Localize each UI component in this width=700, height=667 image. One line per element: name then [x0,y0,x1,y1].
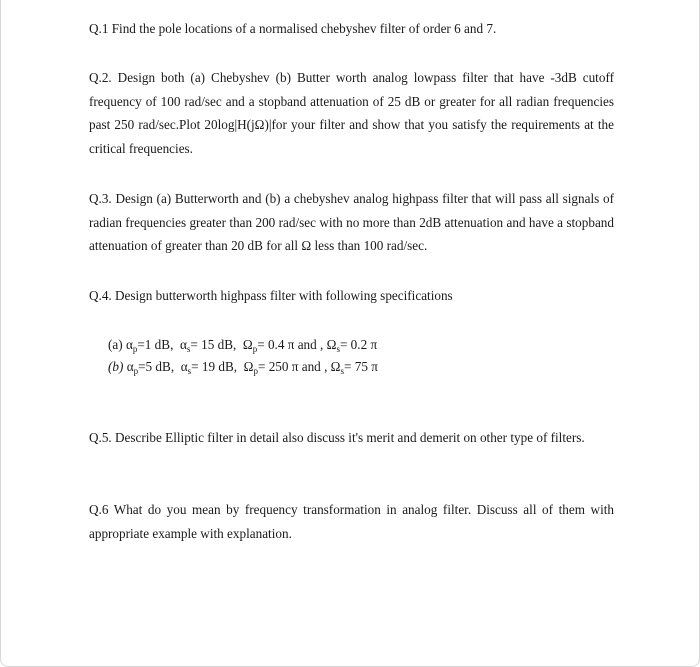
question-4: Q.4. Design butterworth highpass filter with following specifications [89,288,453,303]
omega-symbol: Ω [326,337,337,352]
spec-b-label: (b) [108,359,124,374]
spec-line-b [108,355,378,379]
spec-a-label: (a) [108,337,123,352]
subscript-s: s [186,344,191,354]
spec-a-omega-p: = 0.4 π and , [257,337,324,352]
spec-b-omega-p: = 250 π and , [257,359,328,374]
spec-b-omega-s: = 75 π [344,359,378,374]
alpha-symbol: α [126,359,134,374]
question-3: Q.3. Design (a) Butterworth and (b) a chebyshev analog highpass filter that will pass all signals of radian frequencies greater than 200 rad/sec with no more than 2dB attenuation and have a stopband attenuation of greater than 20 dB for all Ω less than 100 rad/sec. [89,191,614,253]
question-2: Q.2. Design both (a) Chebyshev (b) Butter worth analog lowpass filter that have -3dB cutoff frequency of 100 rad/sec and a stopband attenuation of 25 dB or greater for all radian frequencies past 250 rad/sec.Plot 20log|H(jΩ)|for your filter and show that you satisfy the requirements at the critical frequencies. [89,70,614,156]
omega-symbol: Ω [330,359,341,374]
question-5: Q.5. Describe Elliptic filter in detail also discuss it's merit and demerit on other type of filters. [89,430,585,445]
spec-b-alpha-s: = 19 dB, [191,359,238,374]
omega-symbol: Ω [242,337,253,352]
alpha-symbol: α [180,359,188,374]
subscript-p: p [133,366,139,376]
spec-a-omega-s: = 0.2 π [339,337,378,352]
subscript-s: s [187,366,192,376]
spec-a-alpha-s: = 15 dB, [190,337,237,352]
spec-a-alpha-p: =1 dB, [137,337,174,352]
spec-line-a [108,333,377,357]
spec-b-alpha-p: =5 dB, [138,359,175,374]
question-6: Q.6 What do you mean by frequency transformation in analog filter. Discuss all of them with appropriate example with explanation. [89,502,614,541]
subscript-s: s [336,344,340,354]
subscript-p: p [252,344,258,354]
subscript-s: s [340,366,344,376]
omega-symbol: Ω [243,359,254,374]
subscript-p: p [132,344,138,354]
subscript-p: p [253,366,258,376]
question-1: Q.1 Find the pole locations of a normalised chebyshev filter of order 6 and 7. [89,21,497,36]
alpha-symbol: α [179,337,187,352]
alpha-symbol: α [125,337,133,352]
